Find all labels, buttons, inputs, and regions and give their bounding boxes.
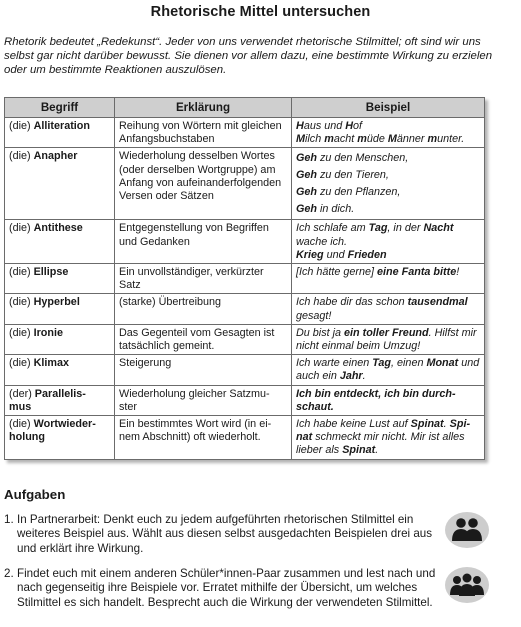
- example-emphasis: Spinat: [410, 418, 444, 431]
- page-title: Rhetorische Mittel untersuchen: [150, 4, 371, 20]
- term-article: (der): [9, 387, 32, 400]
- cell-erklaerung: Reihung von Wörtern mit gleichen Anfangsbuchstaben: [115, 118, 292, 148]
- table-row: [5, 324, 485, 354]
- task-number: 2.: [4, 567, 14, 580]
- term-name: Parallelis- mus: [9, 387, 86, 413]
- example-emphasis: Geh: [296, 186, 317, 199]
- cell-begriff: [5, 324, 115, 354]
- intro-text: Rhetorik bedeutet „Redekunst“. Jeder von uns verwendet rhetorische Stilmittel; oft sind wir uns selbst gar nicht darüber bewusst. Sie dienen vor allem dazu, eine bestimmte Wirkung zu erzielen oder um bestimmte Reaktionen auszulösen.: [4, 36, 493, 76]
- group-work-icon: [445, 567, 489, 603]
- example-text: aus und: [303, 120, 346, 132]
- term-name: Antithese: [33, 222, 83, 235]
- cell-erklaerung: Wiederholung desselben Wortes (oder derselben Wortgruppe) am Anfang von aufeinanderfolgenden Versen oder Sätzen: [115, 148, 292, 220]
- term-article: (die): [9, 120, 31, 132]
- example-text: Ich warte einen: [296, 357, 373, 370]
- example-emphasis: Monat: [426, 357, 459, 370]
- example-text: !: [456, 266, 460, 279]
- tasks-heading: Aufgaben: [4, 487, 66, 502]
- table-row: [5, 294, 485, 324]
- cell-beispiel: [292, 385, 485, 415]
- header-erklaerung: Erklärung: [115, 98, 292, 118]
- cell-begriff: [5, 220, 115, 264]
- table-body: [5, 118, 485, 460]
- cell-beispiel: [292, 148, 485, 220]
- cell-beispiel: [292, 355, 485, 385]
- task-number: 1.: [4, 513, 14, 526]
- table-row: [5, 118, 485, 148]
- example-text: , in der: [387, 222, 424, 235]
- example-text: .: [443, 418, 450, 431]
- example-emphasis: m: [357, 133, 367, 146]
- cell-beispiel: [292, 264, 485, 294]
- example-text: Ich habe dir das schon: [296, 296, 408, 309]
- example-text: gesagt!: [296, 309, 332, 322]
- example-text: zu den Pflanzen,: [319, 186, 401, 199]
- cell-beispiel: [292, 220, 485, 264]
- example-text: .: [375, 444, 379, 457]
- example-text: .: [362, 370, 366, 383]
- example-emphasis: Krieg: [296, 248, 324, 261]
- term-name: Wortwieder- holung: [9, 418, 96, 444]
- term-article: (die): [9, 357, 31, 370]
- example-emphasis: M: [387, 133, 397, 146]
- cell-erklaerung: Steigerung: [115, 355, 292, 385]
- term-article: (die): [9, 150, 31, 163]
- example-text: änner: [396, 133, 428, 146]
- header-beispiel: Beispiel: [292, 98, 485, 118]
- example-emphasis: Spinat: [342, 444, 376, 457]
- example-text: zu den Tieren,: [319, 169, 389, 182]
- example-text: . Hilfst mir nicht einmal beim Umzug!: [296, 326, 477, 353]
- cell-begriff: [5, 385, 115, 415]
- table-row: [5, 385, 485, 415]
- task-item-2: [4, 567, 440, 610]
- cell-erklaerung: Das Gegenteil vom Gesagten ist tatsächlich gemeint.: [115, 324, 292, 354]
- term-name: Hyperbel: [33, 296, 80, 309]
- example-emphasis: Geh: [296, 203, 317, 216]
- cell-beispiel: [292, 416, 485, 460]
- example-emphasis: Geh: [296, 152, 317, 165]
- example-emphasis: tausendmal: [407, 296, 468, 309]
- term-article: (die): [9, 266, 31, 279]
- pair-work-icon: [445, 512, 489, 548]
- term-name: Klimax: [33, 357, 70, 370]
- cell-beispiel: [292, 118, 485, 148]
- example-emphasis: ein toller Freund: [344, 326, 429, 339]
- example-text: und: [323, 248, 348, 261]
- term-name: Ellipse: [33, 266, 69, 279]
- table-row: [5, 355, 485, 385]
- example-text: üde: [366, 133, 388, 146]
- example-text: wache ich.: [296, 235, 348, 248]
- example-text: , einen: [391, 357, 427, 370]
- cell-erklaerung: Entgegenstellung von Begriffen und Gedanken: [115, 220, 292, 264]
- example-emphasis: eine Fanta bitte: [377, 266, 457, 279]
- example-text: schmeckt mir nicht. Mir ist alles lieber als: [296, 431, 465, 457]
- cell-erklaerung: Wiederholung gleicher Satzmu- ster: [115, 385, 292, 415]
- example-emphasis: Jahr: [339, 370, 363, 383]
- cell-beispiel: [292, 324, 485, 354]
- example-emphasis: Nacht: [423, 222, 454, 235]
- cell-begriff: [5, 416, 115, 460]
- table-header-row: [5, 98, 485, 118]
- header-begriff: Begriff: [5, 98, 115, 118]
- example-emphasis: Frieden: [347, 248, 387, 261]
- cell-begriff: [5, 148, 115, 220]
- cell-begriff: [5, 355, 115, 385]
- example-emphasis: H: [345, 120, 354, 132]
- example-emphasis: Ich bin entdeckt, ich bin durch- schaut.: [296, 387, 456, 413]
- example-text: Du bist ja: [296, 326, 345, 339]
- term-article: (die): [9, 418, 31, 431]
- stilmittel-table: [4, 97, 485, 460]
- example-emphasis: H: [296, 120, 304, 132]
- cell-begriff: [5, 294, 115, 324]
- term-name: Alliteration: [33, 120, 90, 132]
- table-row: [5, 416, 485, 460]
- term-article: (die): [9, 296, 31, 309]
- example-emphasis: Geh: [296, 169, 317, 182]
- cell-erklaerung: Ein bestimmtes Wort wird (in ei- nem Abschnitt) oft wiederholt.: [115, 416, 292, 460]
- cell-beispiel: [292, 294, 485, 324]
- example-text: of: [353, 120, 363, 132]
- table-row: [5, 264, 485, 294]
- term-name: Ironie: [33, 326, 64, 339]
- example-text: acht: [333, 133, 358, 146]
- example-emphasis: M: [296, 133, 305, 146]
- example-text: [Ich hätte gerne]: [296, 266, 378, 279]
- example-text: Ich habe keine Lust auf: [296, 418, 411, 431]
- term-name: Anapher: [33, 150, 78, 163]
- term-article: (die): [9, 222, 31, 235]
- example-text: zu den Menschen,: [319, 152, 409, 165]
- example-emphasis: Spi- nat: [296, 418, 471, 444]
- example-text: und auch ein: [296, 357, 480, 383]
- task-text: Findet euch mit einem anderen Schüler*innen-Paar zusammen und lest nach und nach gegenseitig ihre Beispiele vor. Erratet mithilfe der Übersicht, um welches Stilmittel es sich handelt. Besprecht auch die Wirkung der verwendeten Stilmittel.: [17, 567, 436, 609]
- table-row: [5, 148, 485, 220]
- cell-begriff: [5, 118, 115, 148]
- example-emphasis: Tag: [372, 357, 392, 370]
- cell-begriff: [5, 264, 115, 294]
- task-item-1: [4, 513, 440, 556]
- example-emphasis: Tag: [368, 222, 388, 235]
- example-text: in dich.: [317, 203, 355, 216]
- task-text: In Partnerarbeit: Denkt euch zu jedem aufgeführten rhetorischen Stilmittel ein weiteres Beispiel aus. Wählt aus diesen selbst ausgedachten Beispielen drei aus und erklärt ihre Wirkung.: [17, 513, 433, 555]
- term-article: (die): [9, 326, 31, 339]
- cell-erklaerung: (starke) Übertreibung: [115, 294, 292, 324]
- example-text: unter.: [437, 133, 465, 146]
- cell-erklaerung: Ein unvollständiger, verkürzter Satz: [115, 264, 292, 294]
- table-row: [5, 220, 485, 264]
- example-emphasis: m: [324, 133, 334, 146]
- example-emphasis: m: [427, 133, 438, 146]
- example-text: Ich schlafe am: [296, 222, 369, 235]
- example-text: ilch: [305, 133, 325, 146]
